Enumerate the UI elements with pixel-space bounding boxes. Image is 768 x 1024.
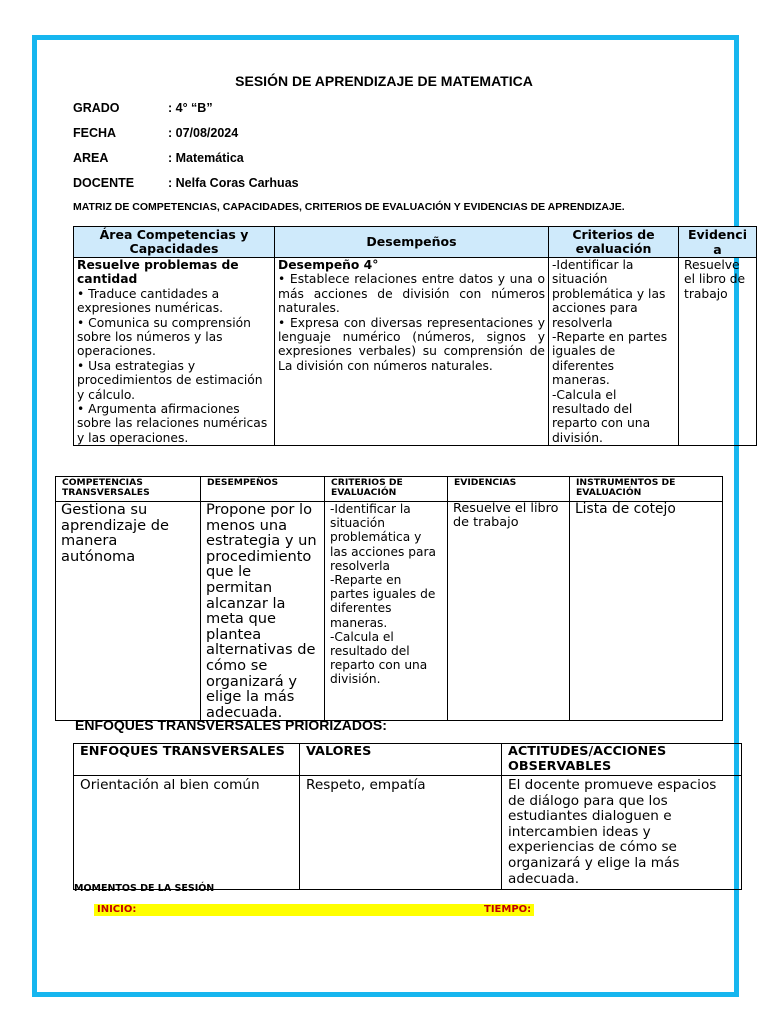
page-title: SESIÓN DE APRENDIZAJE DE MATEMATICA (235, 73, 533, 89)
grado-label: GRADO (73, 101, 120, 115)
criterio-item: -Reparte en partes iguales de diferentes maneras. (552, 330, 668, 388)
desempeno-item: • Expresa con diversas representaciones y lenguaje numérico (números, signos y expresiones verbales) su comprensión de La división con números naturales. (278, 315, 545, 373)
docente-label: DOCENTE (73, 176, 135, 190)
header-desempenos: DESEMPEÑOS (201, 477, 325, 502)
table-row (74, 776, 742, 890)
header-actitudes: ACTITUDES/ACCIONES OBSERVABLES (502, 744, 742, 776)
table-header-row (74, 744, 742, 776)
criterio-item: -Calcula el resultado del reparto con una división. (330, 629, 428, 687)
criterios-cell (549, 258, 679, 446)
competencia-transversal-cell: Gestiona su aprendizaje de manera autónoma (56, 502, 201, 721)
evidencia-cell: Resuelve el libro de trabajo (679, 258, 757, 446)
competencia-title: Resuelve problemas de cantidad (77, 258, 239, 287)
instrumentos-cell: Lista de cotejo (570, 502, 723, 721)
fecha-value: : 07/08/2024 (168, 126, 239, 140)
capacidad-item: • Argumenta afirmaciones sobre las relaciones numéricas y las operaciones. (77, 402, 268, 445)
header-area-competencias: Área Competencias y Capacidades (74, 227, 275, 258)
header-desempenos: Desempeños (275, 227, 549, 258)
header-competencias-transversales: COMPETENCIAS TRANSVERSALES (56, 477, 201, 502)
header-evidencia-text: Evidencia (688, 227, 747, 257)
header-evidencias: EVIDENCIAS (448, 477, 570, 502)
desempeno-title: Desempeño 4° (278, 258, 379, 272)
criterio-item: -Calcula el resultado del reparto con una división. (552, 387, 651, 445)
tiempo-label: TIEMPO: (484, 904, 532, 915)
header-instrumentos: INSTRUMENTOS DE EVALUACIÓN (570, 477, 723, 502)
inicio-highlight (94, 904, 534, 916)
actitudes-cell: El docente promueve espacios de diálogo para que los estudiantes dialoguen e intercambien ideas y experiencias de cómo se organizará y elige la más adecuada. (502, 776, 742, 890)
table-header-row (56, 477, 723, 502)
criterio-item: -Identificar la situación problemática y las acciones para resolverla (552, 258, 666, 330)
criterio-item: -Reparte en partes iguales de diferentes maneras. (330, 573, 436, 630)
valores-cell: Respeto, empatía (300, 776, 502, 890)
capacidad-item: • Traduce cantidades a expresiones numéricas. (77, 286, 224, 316)
header-enfoques: ENFOQUES TRANSVERSALES (74, 744, 300, 776)
inicio-label: INICIO: (97, 904, 137, 915)
enfoques-section-title: ENFOQUES TRANSVERSALES PRIORIZADOS: (75, 717, 387, 733)
grado-value: : 4° “B” (168, 101, 213, 115)
competencias-matrix-table (73, 226, 757, 446)
area-label: AREA (73, 151, 109, 165)
momentos-title: MOMENTOS DE LA SESIÓN (74, 883, 215, 894)
matrix-title: MATRIZ DE COMPETENCIAS, CAPACIDADES, CRITERIOS DE EVALUACIÓN Y EVIDENCIAS DE APRENDIZAJE. (73, 201, 625, 213)
transversales-table (55, 476, 723, 721)
header-valores: VALORES (300, 744, 502, 776)
capacidades-cell (74, 258, 275, 446)
criterio-item: -Identificar la situación problemática y las acciones para resolverla (330, 502, 436, 573)
evidencias-transversal-cell: Resuelve el libro de trabajo (448, 502, 570, 721)
header-evidencia (679, 227, 757, 258)
capacidad-item: • Usa estrategias y procedimientos de estimación y cálculo. (77, 358, 263, 402)
enfoque-cell: Orientación al bien común (74, 776, 300, 890)
desempenos-cell (275, 258, 549, 446)
enfoques-table (73, 743, 742, 890)
desempeno-item: • Establece relaciones entre datos y una o más acciones de división con números naturales. (278, 272, 545, 316)
criterios-transversal-cell (325, 502, 448, 721)
fecha-label: FECHA (73, 126, 117, 140)
capacidad-item: • Comunica su comprensión sobre los números y las operaciones. (77, 315, 251, 359)
table-header-row (74, 227, 757, 258)
desempeno-transversal-cell: Propone por lo menos una estrategia y un procedimiento que le permitan alcanzar la meta que plantea alternativas de cómo se organizará y elige la más adecuada. (201, 502, 325, 721)
table-row (74, 258, 757, 446)
table-row (56, 502, 723, 721)
docente-value: : Nelfa Coras Carhuas (168, 176, 299, 190)
area-value: : Matemática (168, 151, 244, 165)
header-criterios: CRITERIOS DE EVALUACIÓN (325, 477, 448, 502)
header-criterios: Criterios de evaluación (549, 227, 679, 258)
